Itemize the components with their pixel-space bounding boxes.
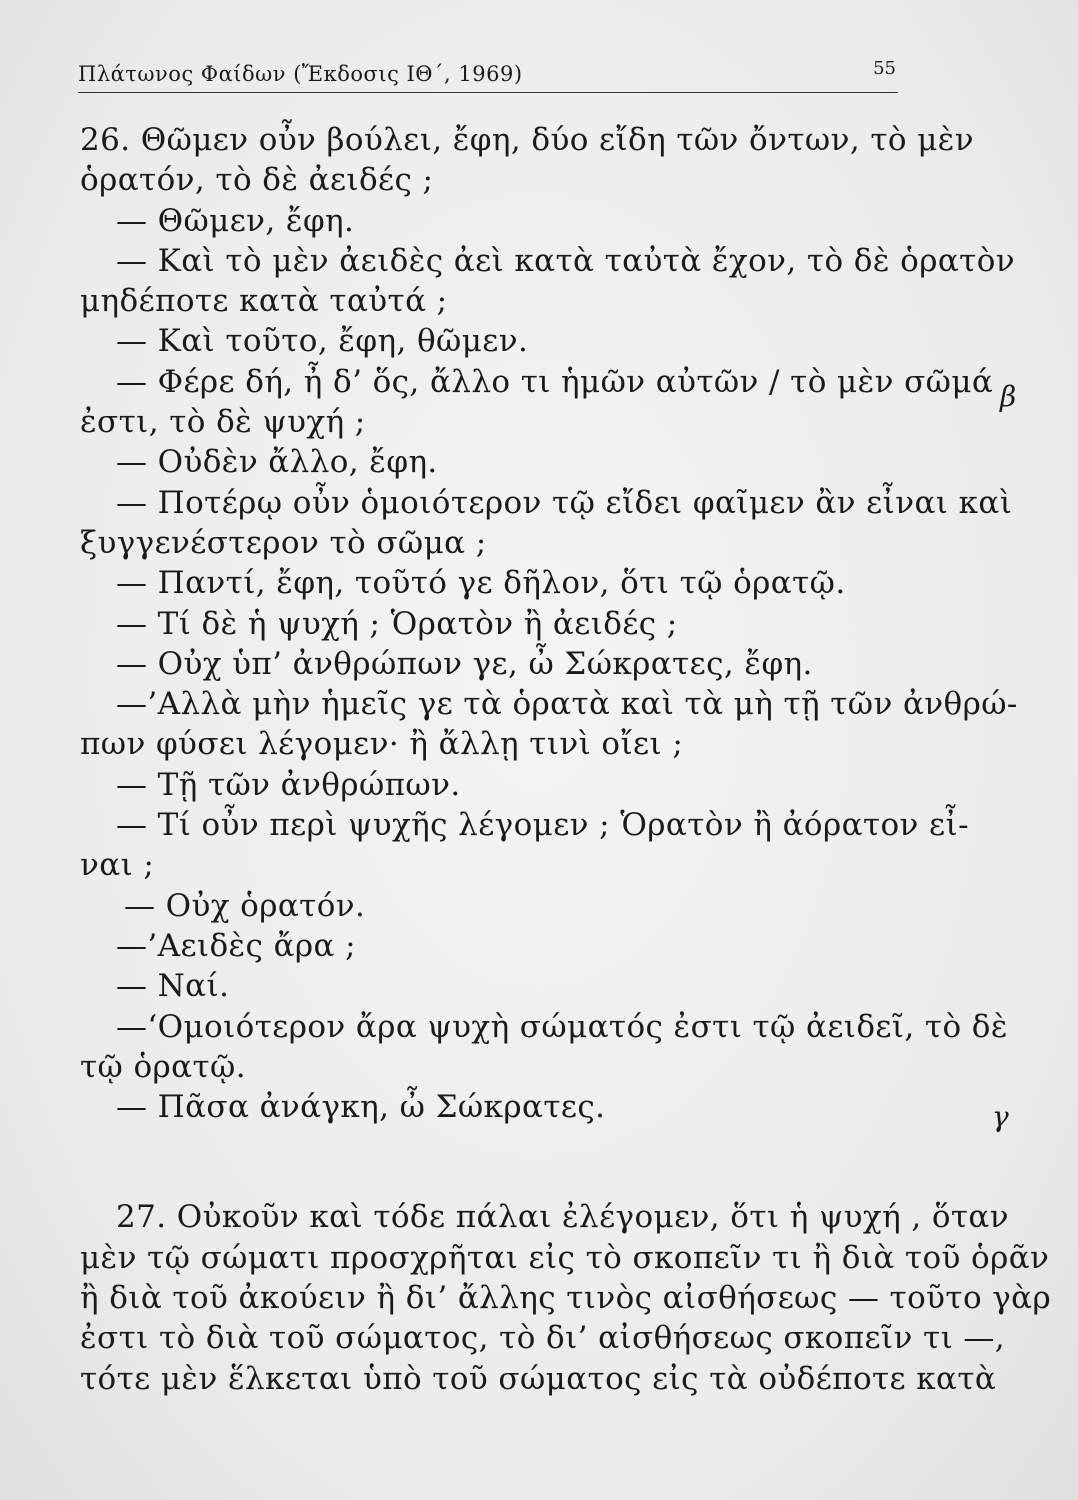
text-line: —’Αειδὲς ἄρα ; xyxy=(116,927,356,964)
margin-note-c: γ xyxy=(992,1100,1009,1133)
text-line: 27. Οὐκοῦν καὶ τόδε πάλαι ἐλέγομεν, ὅτι ἡ ψυχή , ὅταν xyxy=(116,1199,1010,1236)
paragraph-gap xyxy=(80,1127,940,1197)
text-line: ναι ; xyxy=(80,847,155,884)
text-line: —’Αλλὰ μὴν ἡμεῖς γε τὰ ὁρατὰ καὶ τὰ μὴ τῇ τῶν ἀνθρώ- xyxy=(116,686,1018,723)
text-line: — Τί οὖν περὶ ψυχῆς λέγομεν ; Ὁρατὸν ἢ ἀόρατον εἶ- xyxy=(116,807,969,844)
text-line: — Θῶμεν, ἔφη. xyxy=(116,202,355,239)
text-line: ὁρατόν, τὸ δὲ ἀειδές ; xyxy=(80,162,434,199)
text-line: — Οὐδὲν ἄλλο, ἔφη. xyxy=(116,444,438,481)
text-line: — Πᾶσα ἀνάγκη, ὦ Σώκρατες. xyxy=(116,1089,606,1126)
text-line: ξυγγενέστερον τὸ σῶμα ; xyxy=(80,524,487,561)
text-line: μηδέποτε κατὰ ταὐτά ; xyxy=(80,283,448,320)
text-line: — Ναί. xyxy=(116,968,230,1005)
text-line: τῷ ὁρατῷ. xyxy=(80,1048,246,1085)
text-line: πων φύσει λέγομεν· ἢ ἄλλῃ τινὶ οἴει ; xyxy=(80,726,684,763)
text-line: ἢ διὰ τοῦ ἀκούειν ἢ δι’ ἄλλης τινὸς αἰσθήσεως — τοῦτο γὰρ xyxy=(80,1280,1052,1317)
text-line: τότε μὲν ἕλκεται ὑπὸ τοῦ σώματος εἰς τὰ οὐδέποτε κατὰ xyxy=(80,1360,997,1397)
text-line: — Οὐχ ὁρατόν. xyxy=(124,887,366,924)
text-line: — Ποτέρῳ οὖν ὁμοιότερον τῷ εἴδει φαῖμεν ἂν εἶναι καὶ xyxy=(116,484,1013,521)
running-header xyxy=(78,58,898,93)
text-line: μὲν τῷ σώματι προσχρῆται εἰς τὸ σκοπεῖν τι ἢ διὰ τοῦ ὁρᾶν xyxy=(80,1239,1050,1276)
text-line: — Τί δὲ ἡ ψυχή ; Ὁρατὸν ἢ ἀειδές ; xyxy=(116,605,678,642)
text-line: — Φέρε δή, ἦ δ’ ὅς, ἄλλο τι ἡμῶν αὐτῶν / τὸ μὲν σῶμά xyxy=(116,363,994,400)
header-title: Πλάτωνος Φαίδων (Ἔκδοσις ΙΘ΄, 1969) xyxy=(78,62,523,86)
text-line: — Οὐχ ὑπ’ ἀνθρώπων γε, ὦ Σώκρατες, ἔφη. xyxy=(116,645,813,682)
text-line: ἐστι, τὸ δὲ ψυχή ; xyxy=(80,404,366,441)
main-text xyxy=(80,120,1052,1399)
text-line: — Παντί, ἔφη, τοῦτό γε δῆλον, ὅτι τῷ ὁρατῷ. xyxy=(116,565,846,602)
text-line: — Καὶ τὸ μὲν ἀειδὲς ἀεὶ κατὰ ταὐτὰ ἔχον, τὸ δὲ ὁρατὸν xyxy=(116,242,1016,279)
page-number: 55 xyxy=(873,58,896,79)
text-line: — Καὶ τοῦτο, ἔφη, θῶμεν. xyxy=(116,323,529,360)
margin-note-b: β xyxy=(1000,380,1017,413)
text-line: ἐστι τὸ διὰ τοῦ σώματος, τὸ δι’ αἰσθήσεως σκοπεῖν τι —, xyxy=(80,1320,1006,1357)
text-line: — Τῇ τῶν ἀνθρώπων. xyxy=(116,766,461,803)
text-line: —‘Ομοιότερον ἄρα ψυχὴ σώματός ἐστι τῷ ἀειδεῖ, τὸ δὲ xyxy=(116,1008,1008,1045)
text-line: 26. Θῶμεν οὖν βούλει, ἔφη, δύο εἴδη τῶν ὄντων, τὸ μὲν xyxy=(80,122,975,158)
